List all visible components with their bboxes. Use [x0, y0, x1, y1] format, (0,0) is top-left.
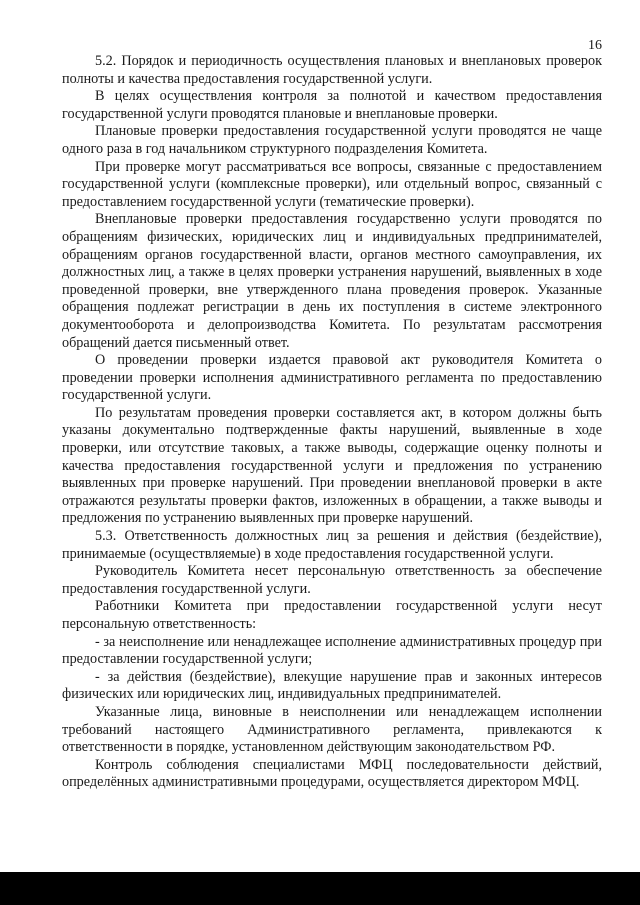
document-body [62, 53, 602, 792]
paragraph: Контроль соблюдения специалистами МФЦ последовательности действий, определённых административными процедурами, осуществляется директором МФЦ. [62, 756, 602, 791]
paragraph: В целях осуществления контроля за полнотой и качеством предоставления государственной услуги проводятся плановые и внеплановые проверки. [62, 88, 602, 122]
paragraph: По результатам проведения проверки составляется акт, в котором должны быть указаны документально подтвержденные факты нарушений, выявленные в ходе проверки, или отсутствие таковых, а также выводы, содержащие оценку полноты и качества предоставления государственной услуги и предложения по устранению выявленных при проверке нарушений. При проведении внеплановой проверки в акте отражаются результаты проверки фактов, изложенных в обращении, а также выводы и предложения по устранению выявленных при проверке нарушений. [62, 404, 602, 527]
section-5-3-heading: 5.3. Ответственность должностных лиц за решения и действия (бездействие), принимаемые (осуществляемые) в ходе предоставления государственной услуги. [62, 528, 602, 562]
paragraph: При проверке могут рассматриваться все вопросы, связанные с предоставлением государственной услуги (комплексные проверки), или отдельный вопрос, связанный с предоставлением государственной услуги (тематические проверки). [62, 158, 602, 210]
scan-border [0, 872, 640, 905]
paragraph: Указанные лица, виновные в неисполнении или ненадлежащем исполнении требований настоящего Административного регламента, привлекаются к ответственности в порядке, установленном действующим законодательством РФ. [62, 703, 602, 756]
list-item: - за неисполнение или ненадлежащее исполнение административных процедур при предоставлении государственной услуги; [62, 633, 602, 668]
section-5-2-heading: 5.2. Порядок и периодичность осуществления плановых и внеплановых проверок полноты и качества предоставления государственной услуги. [62, 53, 602, 87]
page-number: 16 [588, 38, 602, 53]
paragraph: Плановые проверки предоставления государственной услуги проводятся не чаще одного раза в год начальником структурного подразделения Комитета. [62, 123, 602, 157]
paragraph: Руководитель Комитета несет персональную ответственность за обеспечение предоставления государственной услуги. [62, 563, 602, 597]
paragraph: Работники Комитета при предоставлении государственной услуги несут персональную ответственность: [62, 598, 602, 632]
paragraph: Внеплановые проверки предоставления государственно услуги проводятся по обращениям физических, юридических лиц и индивидуальных предпринимателей, обращениям органов государственной власти, органов местного самоуправления, их должностных лиц, а также в целях проверки устранения нарушений, выявленных в ходе проведенной проверки, вне утвержденного плана проведения проверок. Указанные обращения подлежат регистрации в день их поступления в системе электронного документооборота и делопроизводства Комитета. По результатам рассмотрения обращений дается письменный ответ. [62, 211, 602, 351]
paragraph: О проведении проверки издается правовой акт руководителя Комитета о проведении проверки исполнения административного регламента по предоставлению государственной услуги. [62, 352, 602, 404]
list-item: - за действия (бездействие), влекущие нарушение прав и законных интересов физических или юридических лиц, индивидуальных предпринимателей. [62, 668, 602, 703]
